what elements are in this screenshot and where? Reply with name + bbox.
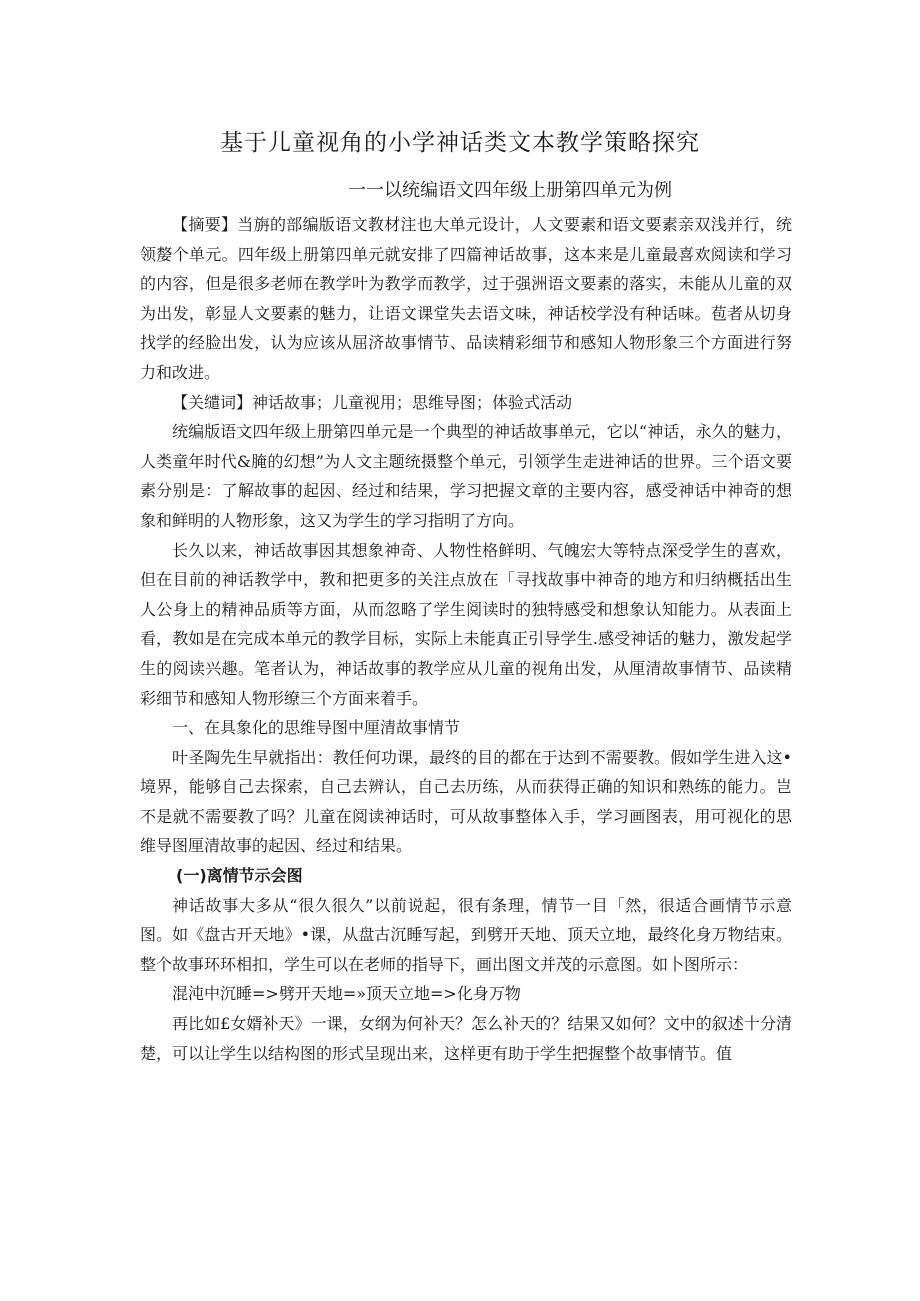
abstract-paragraph: 【摘要】当旃的部编版语文教材注也大单元设计，人文要素和语文要素亲双浅并行，统领嫠个单元。四年级上册第四单元就安排了四篇神话故事，这本来是儿童最喜欢阅读和学习的内容，但是很多老师在教学叶为教学而教学，过于强洲语文要素的落实，未能从儿童的双为出发，彰显人文要素的魅力，让语文课堂失去语文味，神话校学没有种话味。苞者从切身找学的经脸出发，认为应该从屈济故事情节、品读精彩细节和感知人物形象三个方面进行努力和改进。: [140, 215, 792, 382]
document-body: [140, 210, 792, 1068]
subsection-heading: (一)离情节示会图: [176, 866, 303, 886]
flow-sequence: 混沌中沉睡=>劈开天地=»顶天立地=>化身万物: [172, 984, 521, 1004]
body-paragraph: 叶圣陶先生早就指出：教任何功课，最终的目的都在于达到不需要教。假如学生进入这•境界，能够自己去探索，自己去辨认，自己去历练，从而获得正确的知识和熟练的能力。岂不是就不需要教了吗？儿童在阅读神话时，可从故事整体入手，学习画图表，用可视化的思维导图厘清故事的起因、经过和结果。: [140, 747, 792, 856]
body-paragraph: 再比如£女婿补天》一课，女纲为何补天？怎么补天的？结果又如何？文中的叙述十分清楚，可以让学生以结构图的形式呈现出来，这样更有助于学生把握整个故事情节。值: [140, 1014, 792, 1063]
keywords-paragraph: 【关缱词】神话故事；儿童视用；思维导图；体验式活动: [172, 392, 573, 412]
body-paragraph: 神话故事大多从“很久很久”以前说起，很有条理，情节一目「然，很适合画情节示意图。如《盘古开天地》•课，从盘古沉睡写起，到劈开天地、顶天立地，最终化身万物结束。整个故事环环相扣，学生可以在老师的指导下，画出图文并茂的示意图。如卜图所示：: [140, 895, 792, 974]
body-paragraph: 长久以来，神话故事因其想象神奇、人物性格鲜明、气魄宏大等特点深受学生的喜欢，但在目前的神话教学中，教和把更多的关注点放在「寻找故事中神奇的地方和归纳概括出生人公身上的精神品质等方面，从而忽略了学生阅读时的独特感受和想象认知能力。从表面上看，教如是在完成本单元的教学目标，实际上未能真正引导学生.感受神话的魅力，激发起学生的阅读兴趣。笔者认为，神话故事的教学应从儿童的视角出发，从厘清故事情节、品读精彩细节和感知人物形缭三个方面来着手。: [140, 540, 792, 708]
document-title: 基于儿童视角的小学神话类文本教学策略探究: [220, 130, 700, 156]
body-paragraph: 统编版语文四年级上册第四单元是一个典型的神话故事单元，它以“神话，永久的魅力，人类童年时代&腌的幻想”为人文主题统摄整个单元，引领学生走进神话的世界。三个语文要素分别是：了解故事的起因、经过和结果，学习把握文章的主要内容，感受神话中神奇的想象和鲜明的人物形象，这又为学生的学习指明了方向。: [140, 422, 792, 530]
document-subtitle: 一一以统编语文四年级上册第四单元为例: [348, 180, 672, 201]
section-heading: 一、在具象化的思维导图中厘清故事情节: [172, 718, 461, 738]
